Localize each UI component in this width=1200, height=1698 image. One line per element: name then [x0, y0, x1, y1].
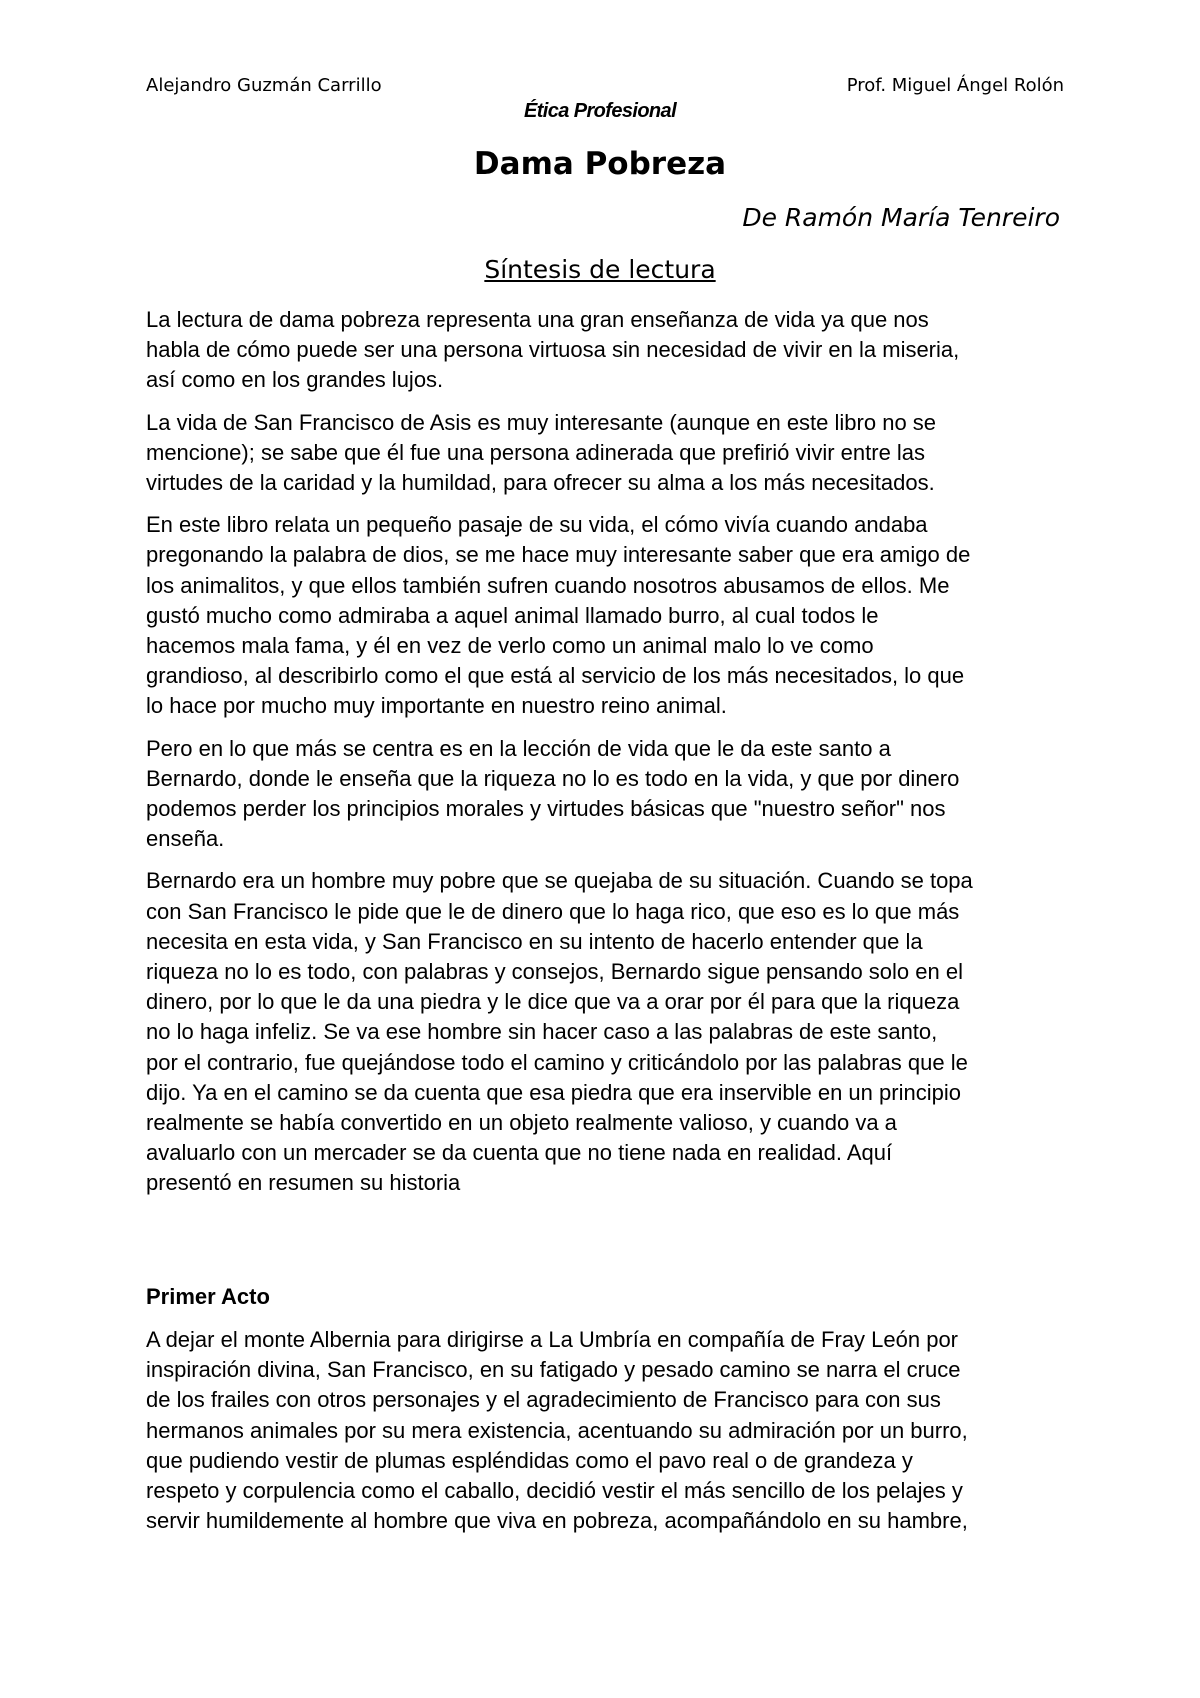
text-line: los animalitos, y que ellos también sufren cuando nosotros abusamos de ellos. Me: [146, 572, 950, 598]
text-line: de los frailes con otros personajes y el agradecimiento de Francisco para con sus: [146, 1387, 941, 1413]
text-line: hacemos mala fama, y él en vez de verlo como un animal malo lo ve como: [146, 633, 874, 659]
text-line: virtudes de la caridad y la humildad, para ofrecer su alma a los más necesitados.: [146, 470, 935, 496]
document-subtitle: Síntesis de lectura: [484, 255, 716, 284]
text-line: Bernardo, donde le enseña que la riqueza no lo es todo en la vida, y que por dinero: [146, 765, 960, 791]
paragraph: [146, 734, 1066, 855]
document-author: De Ramón María Tenreiro: [742, 203, 1060, 232]
text-line: dinero, por lo que le da una piedra y le dice que va a orar por él para que la riqueza: [146, 989, 960, 1015]
professor-name: Prof. Miguel Ángel Rolón: [846, 75, 1064, 96]
text-line: mencione); se sabe que él fue una persona adinerada que prefirió vivir entre las: [146, 439, 926, 465]
text-line: presentó en resumen su historia: [146, 1170, 461, 1196]
text-line: dijo. Ya en el camino se da cuenta que esa piedra que era inservible en un principio: [146, 1079, 961, 1105]
synthesis-body: [146, 305, 1066, 1211]
text-line: respeto y corpulencia como el caballo, decidió vestir el más sencillo de los pelajes y: [146, 1478, 963, 1504]
text-line: necesita en esta vida, y San Francisco en su intento de hacerlo entender que la: [146, 928, 923, 954]
section-heading: Primer Acto: [146, 1284, 270, 1309]
text-line: hermanos animales por su mera existencia, acentuando su admiración por un burro,: [146, 1417, 968, 1443]
student-name: Alejandro Guzmán Carrillo: [146, 75, 382, 96]
paragraph: [146, 866, 1066, 1198]
text-line: La vida de San Francisco de Asis es muy interesante (aunque en este libro no se: [146, 409, 937, 435]
paragraph: [146, 408, 1066, 499]
text-line: Pero en lo que más se centra es en la lección de vida que le da este santo a: [146, 735, 891, 761]
text-line: servir humildemente al hombre que viva en pobreza, acompañándolo en su hambre,: [146, 1508, 968, 1534]
text-line: grandioso, al describirlo como el que está al servicio de los más necesitados, lo que: [146, 663, 965, 689]
text-line: riqueza no lo es todo, con palabras y consejos, Bernardo sigue pensando solo en el: [146, 959, 963, 985]
text-line: inspiración divina, San Francisco, en su fatigado y pesado camino se narra el cruce: [146, 1357, 961, 1383]
section-body: [146, 1325, 1066, 1536]
text-line: realmente se había convertido en un objeto realmente valioso, y cuando va a: [146, 1110, 897, 1136]
paragraph: [146, 1325, 1066, 1536]
text-line: con San Francisco le pide que le de dinero que lo haga rico, que eso es lo que más: [146, 898, 960, 924]
document-title: Dama Pobreza: [473, 146, 727, 182]
text-line: enseña.: [146, 826, 225, 852]
text-line: pregonando la palabra de dios, se me hace muy interesante saber que era amigo de: [146, 542, 971, 568]
text-line: gustó mucho como admiraba a aquel animal llamado burro, al cual todos le: [146, 602, 879, 628]
text-line: por el contrario, fue quejándose todo el camino y criticándolo por las palabras que le: [146, 1049, 968, 1075]
paragraph: [146, 305, 1066, 396]
text-line: no lo haga infeliz. Se va ese hombre sin hacer caso a las palabras de este santo,: [146, 1019, 938, 1045]
text-line: A dejar el monte Albernia para dirigirse a La Umbría en compañía de Fray León por: [146, 1327, 959, 1352]
text-line: La lectura de dama pobreza representa una gran enseñanza de vida ya que nos: [146, 307, 929, 332]
text-line: así como en los grandes lujos.: [146, 367, 444, 393]
text-line: que pudiendo vestir de plumas espléndidas como el pavo real o de grandeza y: [146, 1447, 913, 1473]
paragraph: [146, 510, 1066, 721]
text-line: avaluarlo con un mercader se da cuenta que no tiene nada en realidad. Aquí: [146, 1140, 893, 1166]
text-line: En este libro relata un pequeño pasaje de su vida, el cómo vivía cuando andaba: [146, 512, 928, 538]
text-line: habla de cómo puede ser una persona virtuosa sin necesidad de vivir en la miseria,: [146, 337, 960, 363]
course-name: Ética Profesional: [523, 100, 677, 122]
text-line: lo hace por mucho muy importante en nuestro reino animal.: [146, 693, 727, 719]
text-line: Bernardo era un hombre muy pobre que se quejaba de su situación. Cuando se topa: [146, 868, 973, 894]
text-line: podemos perder los principios morales y virtudes básicas que "nuestro señor" nos: [146, 796, 946, 822]
